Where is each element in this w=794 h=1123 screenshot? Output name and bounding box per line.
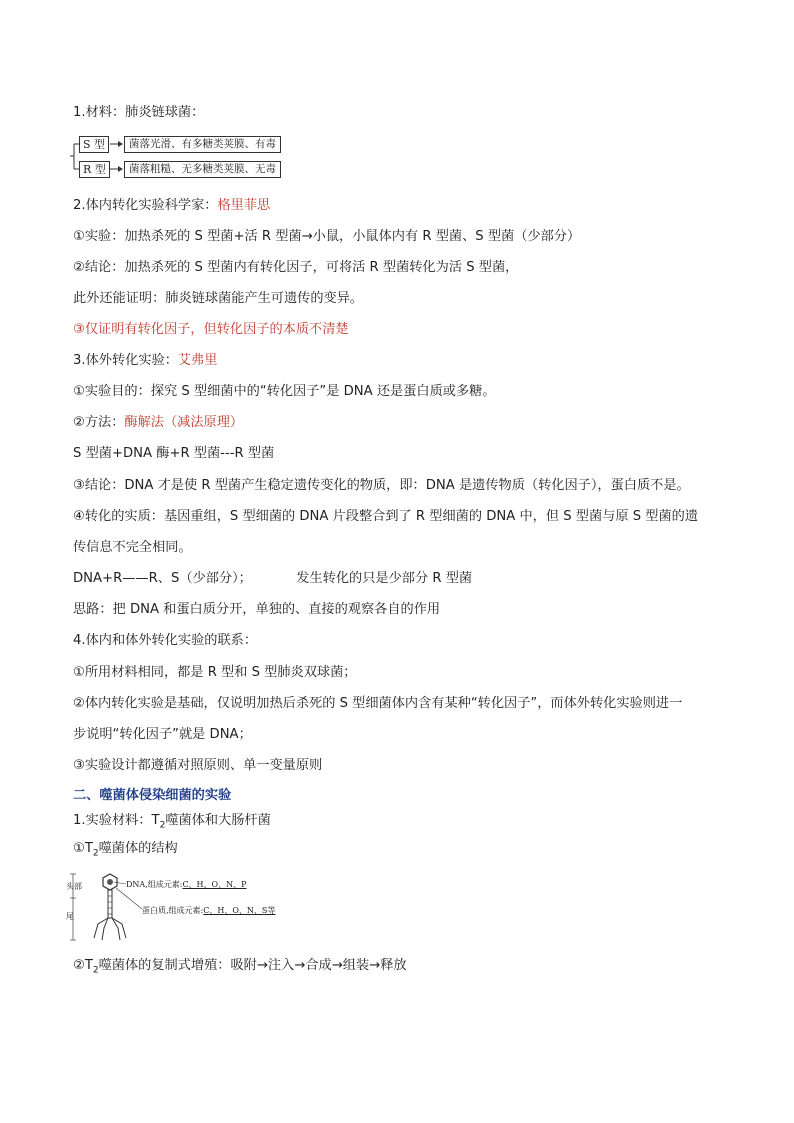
scientist-griffith: 格里菲思 (217, 198, 271, 213)
section-2-title (73, 197, 270, 215)
phage-protein-label: 蛋白质,组成元素: (142, 906, 204, 915)
phage-replication-suffix: 噬菌体的复制式增殖：吸附→注入→合成→组装→释放 (98, 958, 407, 973)
r-type-description: 菌落粗糙、无多糖类荚膜、无毒 (124, 161, 281, 178)
s3-paragraph-5a: ④转化的实质：基因重组，S 型细菌的 DNA 片段整合到了 R 型细菌的 DNA 中，但 S 型菌与原 S 型菌的遗 (73, 509, 699, 524)
s4-paragraph-2a: ②体内转化实验是基础，仅说明加热后杀死的 S 型细菌体内含有某种“转化因子”，而体外转化实验则进一 (73, 696, 683, 711)
phage-protein-annotation (142, 906, 275, 916)
phage-replication-prefix: ②T (73, 958, 93, 973)
s3-paragraph-7: 思路：把 DNA 和蛋白质分开，单独的、直接的观察各自的作用 (73, 602, 441, 617)
phage-dna-elements: C、H、O、N、P (182, 880, 247, 889)
s-type-label: S 型 (79, 136, 109, 153)
s2-paragraph-3: 此外还能证明：肺炎链球菌能产生可遗传的变异。 (73, 291, 364, 306)
phage-materials-suffix: 噬菌体和大肠杆菌 (165, 813, 271, 828)
phage-protein-elements: C、H、O、N、S等 (203, 906, 276, 915)
phage-structure-diagram (66, 872, 276, 944)
s3-paragraph-6b: 发生转化的只是少部分 R 型菌 (296, 571, 473, 586)
phage-replication-sub: 2 (92, 965, 99, 976)
phage-dna-annotation (126, 880, 246, 890)
s3-method-prefix: ②方法： (73, 415, 125, 430)
s3-paragraph-2 (73, 414, 243, 432)
phage-materials-prefix: 1.实验材料：T (73, 813, 160, 828)
section-3-title (73, 352, 217, 370)
s2-paragraph-1: ①实验：加热杀死的 S 型菌+活 R 型菌→小鼠，小鼠体内有 R 型菌、S 型菌（少部分） (73, 229, 581, 244)
s4-paragraph-1: ①所用材料相同，都是 R 型和 S 型肺炎双球菌； (73, 665, 357, 680)
phage-dna-label: DNA,组成元素: (126, 880, 183, 889)
section-2-title-prefix: 2.体内转化实验科学家： (73, 198, 218, 213)
section-3-title-prefix: 3.体外转化实验： (73, 353, 178, 368)
phage-head-label: 头部 (66, 882, 82, 891)
s3-paragraph-5b: 传信息不完全相同。 (73, 540, 192, 555)
phage-tail-label: 尾 (66, 912, 74, 921)
phage-structure-suffix: 噬菌体的结构 (98, 841, 178, 856)
phage-structure-prefix: ①T (73, 841, 93, 856)
s2-paragraph-2: ②结论：加热杀死的 S 型菌内有转化因子，可将活 R 型菌转化为活 S 型菌， (73, 260, 519, 275)
s3-paragraph-4: ③结论：DNA 才是使 R 型菌产生稳定遗传变化的物质，即：DNA 是遗传物质（转化因子），蛋白质不是。 (73, 478, 690, 493)
s3-paragraph-6 (73, 570, 472, 588)
s2-paragraph-4: ③仅证明有转化因子，但转化因子的本质不清楚 (73, 322, 349, 337)
s3-paragraph-3: S 型菌+DNA 酶+R 型菌---R 型菌 (73, 446, 275, 461)
s4-paragraph-2b: 步说明“转化因子”就是 DNA； (73, 727, 252, 742)
bacteria-type-diagram (70, 132, 280, 182)
s3-paragraph-1: ①实验目的：探究 S 型细菌中的“转化因子”是 DNA 还是蛋白质或多糖。 (73, 384, 496, 399)
phage-structure-sub: 2 (92, 848, 99, 859)
r-type-label: R 型 (79, 161, 110, 178)
phage-materials-line (73, 812, 271, 835)
section-1-title: 1.材料：肺炎链球菌： (73, 105, 205, 120)
section-4-title: 4.体内和体外转化实验的联系： (73, 633, 258, 648)
phage-materials-sub: 2 (159, 820, 166, 831)
s-type-description: 菌落光滑、有多糖类荚膜、有毒 (124, 136, 281, 153)
s4-paragraph-3: ③实验设计都遵循对照原则、单一变量原则 (73, 758, 323, 773)
phage-structure-title (73, 840, 178, 863)
phage-replication-line (73, 957, 407, 980)
s3-method-name: 酶解法（减法原理） (124, 415, 244, 430)
part-2-heading: 二、噬菌体侵染细菌的实验 (73, 788, 232, 803)
s3-paragraph-6a: DNA+R——R、S（少部分）； (73, 571, 252, 586)
scientist-avery: 艾弗里 (177, 353, 218, 368)
